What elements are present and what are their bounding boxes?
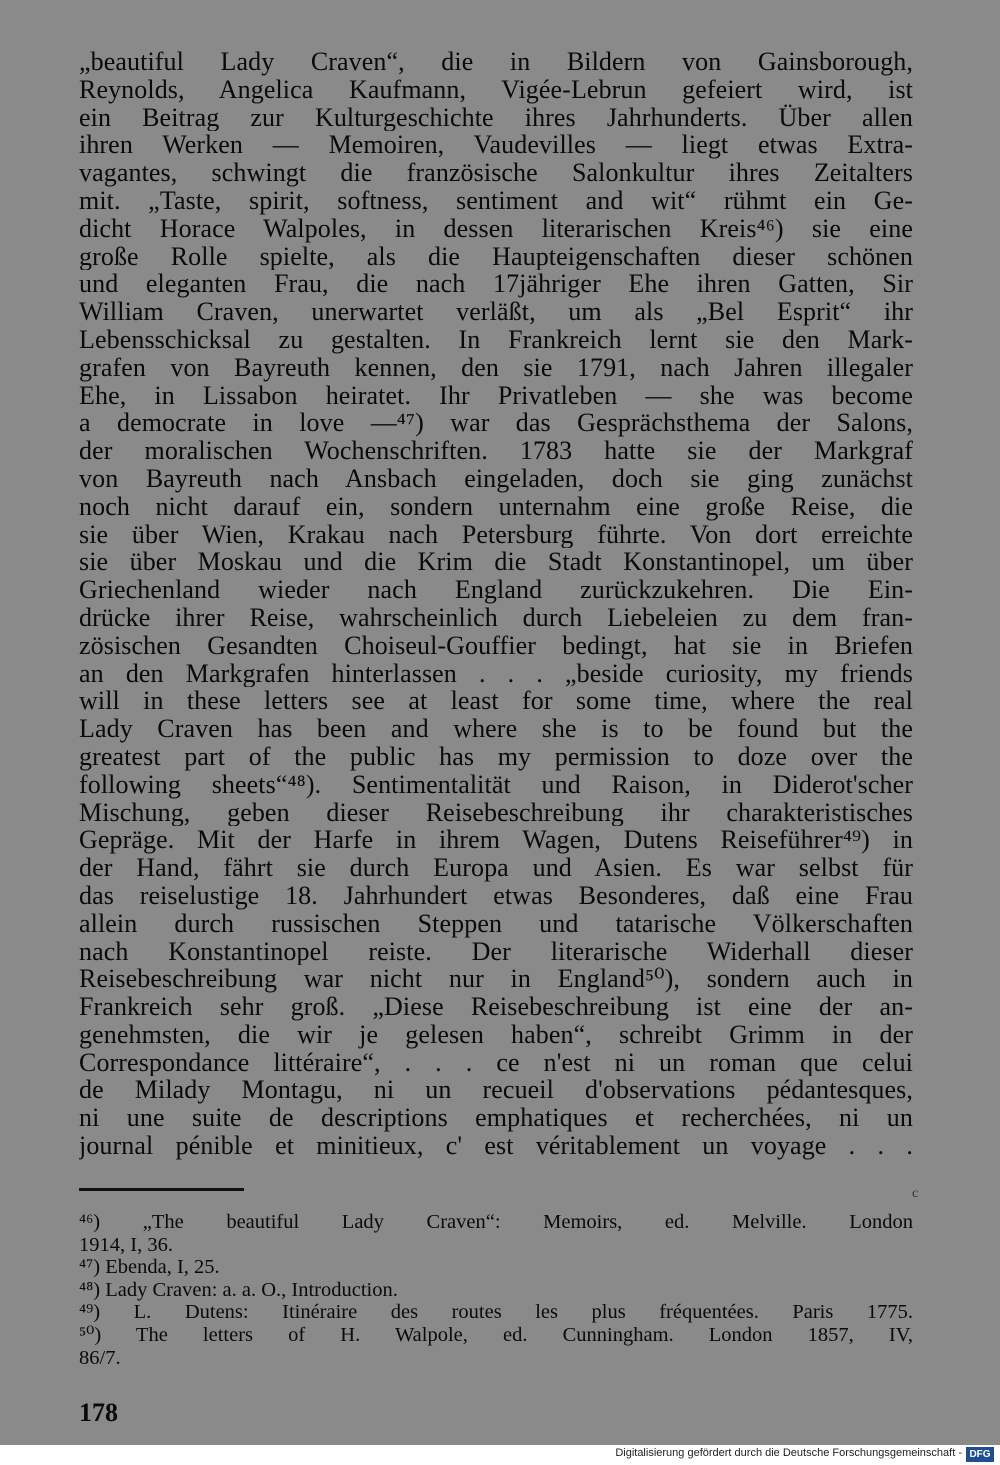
- body-line: Reisebeschreibung war nicht nur in England⁵⁰), sondern auch in: [79, 965, 913, 994]
- body-line: an den Markgrafen hinterlassen . . . „beside curiosity, my friends: [79, 659, 913, 688]
- dfg-logo-icon: DFG: [966, 1447, 994, 1462]
- body-line: a democrate in love —⁴⁷) war das Gesprächsthema der Salons,: [79, 409, 913, 438]
- body-line: ein Beitrag zur Kulturgeschichte ihres Jahrhunderts. Über allen: [79, 103, 913, 132]
- body-line: Griechenland wieder nach England zurückzukehren. Die Ein-: [79, 576, 913, 604]
- footnote-line: ⁴⁹) L. Dutens: Itinéraire des routes les plus fréquentées. Paris 1775.: [79, 1301, 913, 1324]
- footnote-line: ⁵⁰) The letters of H. Walpole, ed. Cunningham. London 1857, IV,: [79, 1323, 913, 1346]
- body-line: „beautiful Lady Craven“, die in Bildern von Gainsborough,: [79, 48, 913, 76]
- footnote-line: ⁴⁸) Lady Craven: a. a. O., Introduction.: [79, 1278, 398, 1301]
- body-line: Ehe, in Lissabon heiratet. Ihr Privatleben — she was become: [79, 381, 913, 410]
- footer-bar: [0, 1445, 1000, 1465]
- body-line: de Milady Montagu, ni un recueil d'observations pédantesques,: [79, 1076, 913, 1105]
- body-line: drücke ihrer Reise, wahrscheinlich durch Liebeleien zu dem fran-: [79, 603, 913, 632]
- funding-notice: Digitalisierung gefördert durch die Deutsche Forschungsgemeinschaft -: [615, 1447, 962, 1459]
- body-text: [79, 48, 913, 1160]
- footnote-line: ⁴⁷) Ebenda, I, 25.: [79, 1256, 220, 1279]
- body-line: ni une suite de descriptions emphatiques et recherchées, ni un: [79, 1104, 913, 1133]
- body-line: following sheets“⁴⁸). Sentimentalität und Raison, in Diderot'scher: [79, 770, 913, 799]
- body-line: vagantes, schwingt die französische Salonkultur ihres Zeitalters: [79, 159, 913, 187]
- page-number: 178: [79, 1398, 118, 1427]
- body-line: von Bayreuth nach Ansbach eingeladen, doch sie ging zunächst: [79, 464, 913, 493]
- footnote-line: 86/7.: [79, 1346, 121, 1369]
- body-line: und eleganten Frau, die nach 17jähriger Ehe ihren Gatten, Sir: [79, 270, 913, 299]
- body-line: will in these letters see at least for some time, where the real: [79, 687, 913, 716]
- body-line: Gepräge. Mit der Harfe in ihrem Wagen, Dutens Reiseführer⁴⁹) in: [79, 826, 913, 855]
- body-line: greatest part of the public has my permission to doze over the: [79, 742, 913, 771]
- body-line: Reynolds, Angelica Kaufmann, Vigée-Lebrun gefeiert wird, ist: [79, 75, 913, 104]
- body-line: große Rolle spielte, als die Haupteigenschaften dieser schönen: [79, 242, 913, 271]
- scan-artifact-mark: c: [912, 1186, 919, 1201]
- footnote-line: 1914, I, 36.: [79, 1233, 173, 1256]
- footnote-separator: [79, 1188, 244, 1191]
- body-line: genehmsten, die wir je gelesen haben“, schreibt Grimm in der: [79, 1020, 913, 1049]
- body-line: dicht Horace Walpoles, in dessen literarischen Kreis⁴⁶) sie eine: [79, 214, 913, 243]
- body-line: sie über Moskau und die Krim die Stadt Konstantinopel, um über: [79, 548, 913, 577]
- body-line: allein durch russischen Steppen und tatarische Völkerschaften: [79, 909, 913, 938]
- body-line: grafen von Bayreuth kennen, den sie 1791, nach Jahren illegaler: [79, 353, 913, 382]
- body-line: Frankreich sehr groß. „Diese Reisebeschreibung ist eine der an-: [79, 993, 913, 1021]
- body-line: noch nicht darauf ein, sondern unternahm eine große Reise, die: [79, 492, 913, 521]
- body-line: zösischen Gesandten Choiseul-Gouffier bedingt, hat sie in Briefen: [79, 631, 913, 660]
- body-line: Mischung, geben dieser Reisebeschreibung ihr charakteristisches: [79, 798, 913, 827]
- body-line: William Craven, unerwartet verläßt, um als „Bel Esprit“ ihr: [79, 298, 913, 326]
- body-line: Lady Craven has been and where she is to be found but the: [79, 715, 913, 743]
- body-line: der Hand, fährt sie durch Europa und Asien. Es war selbst für: [79, 854, 913, 882]
- body-line: das reiselustige 18. Jahrhundert etwas Besonderes, daß eine Frau: [79, 881, 913, 910]
- body-line: der moralischen Wochenschriften. 1783 hatte sie der Markgraf: [79, 437, 913, 465]
- footnote-line: ⁴⁶) „The beautiful Lady Craven“: Memoirs, ed. Melville. London: [79, 1211, 913, 1233]
- body-line: ihren Werken — Memoiren, Vaudevilles — liegt etwas Extra-: [79, 131, 913, 160]
- body-line: sie über Wien, Krakau nach Petersburg führte. Von dort erreichte: [79, 520, 913, 549]
- body-line: mit. „Taste, spirit, softness, sentiment and wit“ rühmt ein Ge-: [79, 186, 913, 215]
- body-line: Lebensschicksal zu gestalten. In Frankreich lernt sie den Mark-: [79, 325, 913, 354]
- footnotes: [79, 1211, 913, 1369]
- body-line: journal pénible et minitieux, c' est véritablement un voyage . . .: [79, 1132, 913, 1160]
- body-line: Correspondance littéraire“, . . . ce n'est ni un roman que celui: [79, 1048, 913, 1077]
- body-line: nach Konstantinopel reiste. Der literarische Widerhall dieser: [79, 937, 913, 966]
